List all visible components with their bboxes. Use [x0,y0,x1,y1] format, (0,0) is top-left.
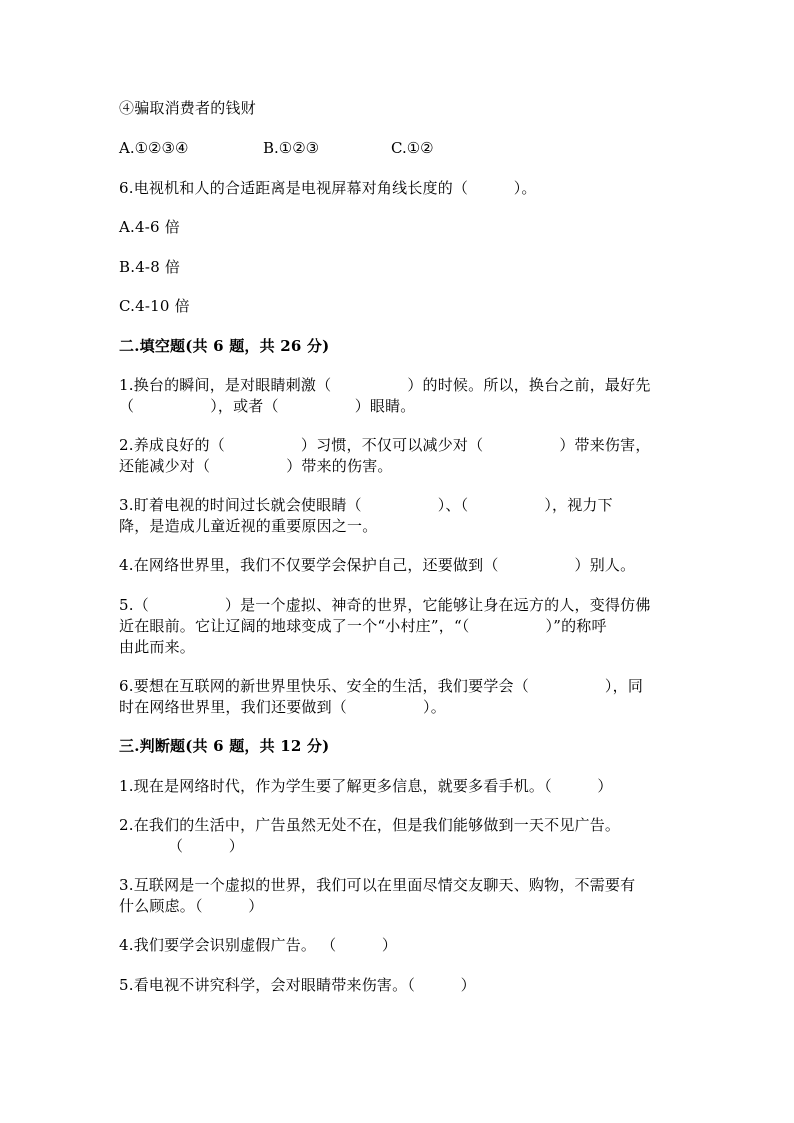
fill-q6-line1: 6.要想在互联网的新世界里快乐、安全的生活，我们要学会（ ），同 [119,677,644,695]
fill-q4-line1: 4.在网络世界里，我们不仅要学会保护自己，还要做到（ ）别人。 [119,556,636,574]
judge-q3-line2: 什么顾虑。（ ） [119,897,264,915]
q5-option-b: B.①②③ [263,139,320,157]
section-3-title: 三.判断题(共 6 题，共 12 分) [119,737,330,755]
fill-q1-line2: （ ），或者（ ）眼睛。 [119,397,416,415]
q6-option-a: A.4-6 倍 [119,218,180,236]
fill-q3-line2: 降，是造成儿童近视的重要原因之一。 [119,517,378,535]
q5-option-a: A.①②③④ [119,139,189,157]
fill-q2-line1: 2.养成良好的（ ）习惯，不仅可以减少对（ ）带来伤害， [119,436,651,454]
q5-item-4: ④骗取消费者的钱财 [119,99,256,117]
q6-option-b: B.4-8 倍 [119,258,181,276]
judge-q4-line1: 4.我们要学会识别虚假广告。 （ ） [119,936,398,954]
fill-q5-line1: 5.（ ）是一个虚拟、神奇的世界，它能够让身在远方的人，变得仿佛 [119,596,651,614]
judge-q3-line1: 3.互联网是一个虚拟的世界，我们可以在里面尽情交友聊天、购物，不需要有 [119,876,636,894]
section-2-title: 二.填空题(共 6 题，共 26 分) [119,337,330,355]
q6-stem: 6.电视机和人的合适距离是电视屏幕对角线长度的（ ）。 [119,179,537,197]
q5-option-c: C.①② [391,139,434,157]
judge-q1-line1: 1.现在是网络时代，作为学生要了解更多信息，就要多看手机。（ ） [119,777,613,795]
fill-q6-line2: 时在网络世界里，我们还要做到（ ）。 [119,698,446,716]
fill-q3-line1: 3.盯着电视的时间过长就会使眼睛（ ）、（ ），视力下 [119,496,613,514]
fill-q2-line2: 还能减少对（ ）带来的伤害。 [119,457,393,475]
judge-q2-line1: 2.在我们的生活中，广告虽然无处不在，但是我们能够做到一天不见广告。 [119,816,621,834]
fill-q1-line1: 1.换台的瞬间，是对眼睛刺激（ ）的时候。所以，换台之前，最好先 [119,376,651,394]
fill-q5-line2: 近在眼前。它让辽阔的地球变成了一个“小村庄”，“（ ）”的称呼 [119,617,607,635]
q6-option-c: C.4-10 倍 [119,297,190,315]
judge-q5-line1: 5.看电视不讲究科学，会对眼睛带来伤害。（ ） [119,976,476,994]
judge-q2-line2: （ ） [168,837,245,855]
fill-q5-line3: 由此而来。 [119,638,196,656]
